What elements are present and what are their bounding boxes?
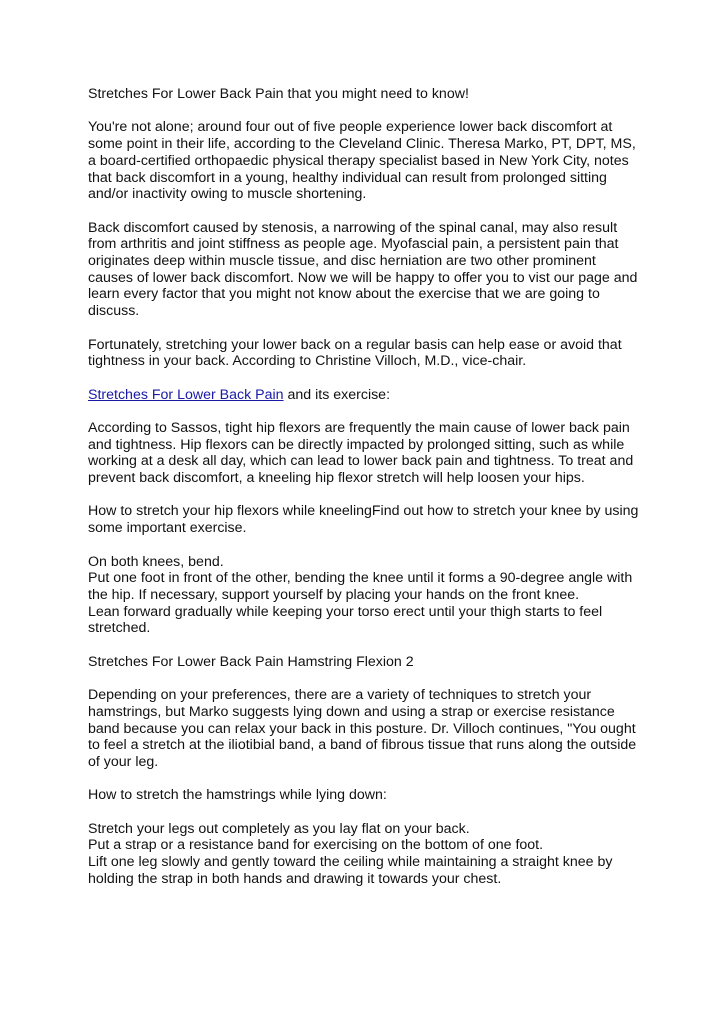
link-suffix-text: and its exercise: [283,386,391,403]
paragraph-causes: Back discomfort caused by stenosis, a narrowing of the spinal canal, may also result from arthritis and joint stiffness as people age. Myofascial pain, a persistent pain that originates deep within muscle tissue, and disc herniation are two other prominent causes of lower back discomfort. Now we will be happy to offer you to vist our page and learn every factor that you might not know about the exercise that we are going to discuss. [88,219,638,320]
paragraph-kneeling-intro: How to stretch your hip flexors while kneelingFind out how to stretch your knee by using some important exercise. [88,503,639,537]
paragraph-link-line [88,387,640,404]
stretches-link[interactable]: Stretches For Lower Back Pain [88,386,284,403]
paragraph-stretching-benefits: Fortunately, stretching your lower back on a regular basis can help ease or avoid that tightness in your back. According to Christine Villoch, M.D., vice-chair. [88,336,622,370]
step-line: Lift one leg slowly and gently toward the ceiling while maintaining a straight knee by holding the strap in both hands and drawing it towards your chest. [88,854,613,887]
step-line: On both knees, bend. [88,553,224,570]
steps-lying [88,821,640,888]
document-title: Stretches For Lower Back Pain that you might need to know! [88,86,469,102]
paragraph-hip-flexors: According to Sassos, tight hip flexors are frequently the main cause of lower back pain and tightness. Hip flexors can be directly impacted by prolonged sitting, such as while working at a desk all day, which can lead to lower back pain and tightness. To treat and prevent back discomfort, a kneeling hip flexor stretch will help loosen your hips. [88,419,634,487]
paragraph-hamstrings: Depending on your preferences, there are a variety of techniques to stretch your hamstrings, but Marko suggests lying down and using a strap or exercise resistance band because you can relax your back in this posture. Dr. Villoch continues, "You ought to feel a stretch at the iliotibial band, a band of fibrous tissue that runs along the outside of your leg. [88,687,637,770]
step-line: Stretch your legs out completely as you lay flat on your back. [88,820,470,837]
step-line: Put a strap or a resistance band for exercising on the bottom of one foot. [88,837,544,854]
paragraph-intro: You're not alone; around four out of five people experience lower back discomfort at some point in their life, according to the Cleveland Clinic. Theresa Marko, PT, DPT, MS, a board-certified orthopaedic physical therapy specialist based in New York City, notes that back discomfort in a young, healthy individual can result from prolonged sitting and/or inactivity owing to muscle shortening. [88,119,636,203]
paragraph-lying-intro: How to stretch the hamstrings while lying down: [88,787,387,804]
step-line: Put one foot in front of the other, bending the knee until it forms a 90-degree angle with the hip. If necessary, support yourself by placing your hands on the front knee. [88,570,633,603]
step-line: Lean forward gradually while keeping your torso erect until your thigh starts to feel stretched. [88,603,603,637]
section-heading-hamstring: Stretches For Lower Back Pain Hamstring Flexion 2 [88,653,414,670]
document-page [88,86,640,904]
steps-kneeling [88,554,640,638]
